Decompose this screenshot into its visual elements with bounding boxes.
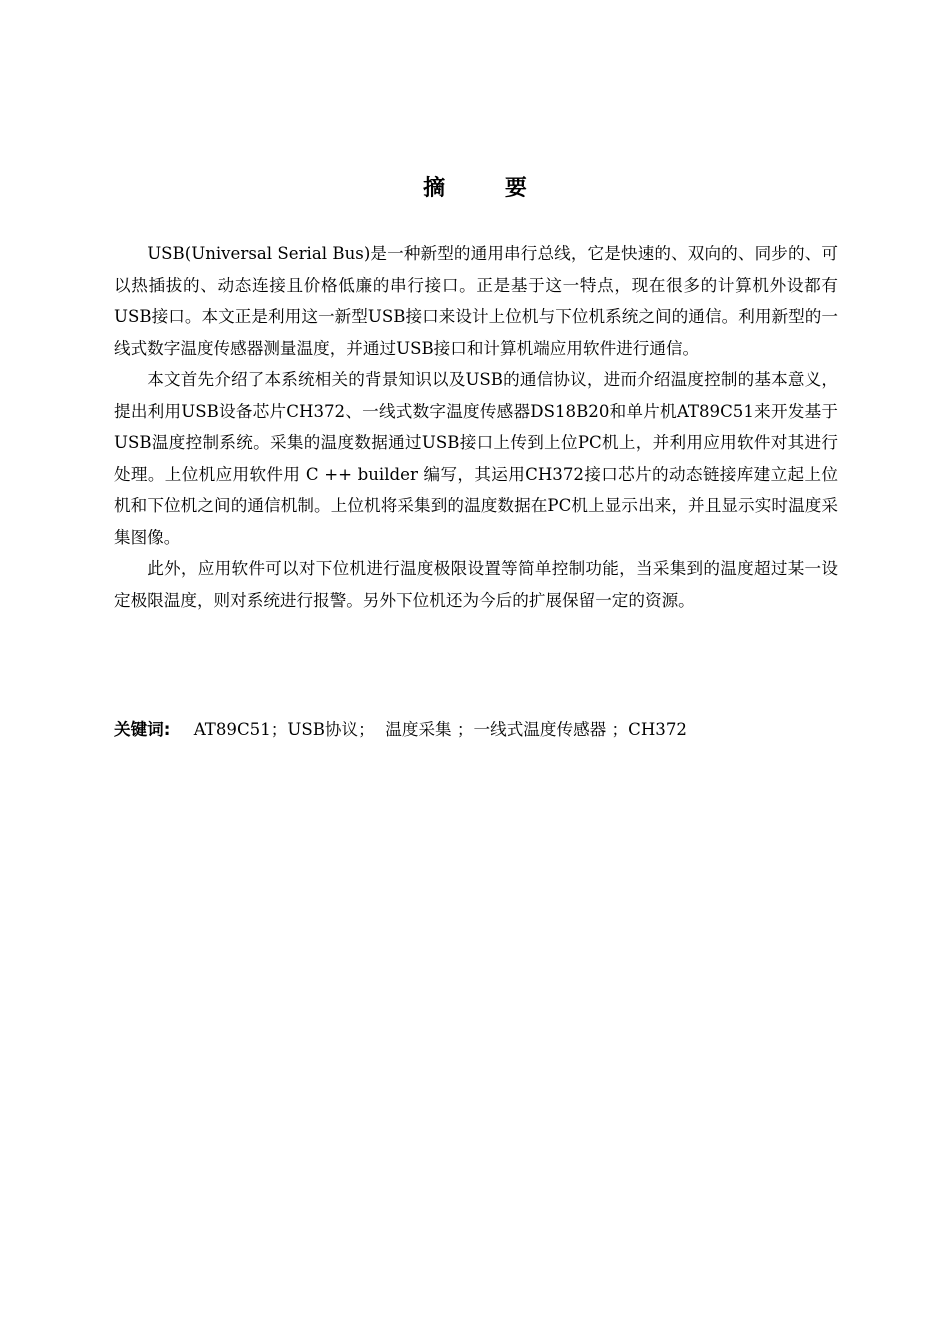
keyword-separator: ； xyxy=(451,720,474,739)
keyword-item: 温度采集 xyxy=(385,720,452,739)
abstract-paragraph-3: 此外，应用软件可以对下位机进行温度极限设置等简单控制功能，当采集到的温度超过某一设定极限温度，则对系统进行报警。另外下位机还为今后的扩展保留一定的资源。 xyxy=(114,559,838,610)
keywords-label: 关键词: xyxy=(114,720,171,739)
keyword-separator: ； xyxy=(270,720,288,739)
keywords-line xyxy=(114,714,838,746)
abstract-body xyxy=(114,238,838,616)
keyword-item: CH372 xyxy=(628,720,687,739)
keyword-separator: ； xyxy=(358,720,386,739)
keywords-list xyxy=(194,720,687,739)
keyword-item: USB协议 xyxy=(287,720,359,739)
abstract-paragraph-1: USB(Universal Serial Bus)是一种新型的通用串行总线，它是快速的、双向的、同步的、可以热插拔的、动态连接且价格低廉的串行接口。正是基于这一特点，现在很多的计算机外设都有USB接口。本文正是利用这一新型USB接口来设计上位机与下位机系统之间的通信。利用新型的一线式数字温度传感器测量温度，并通过USB接口和计算机端应用软件进行通信。 xyxy=(114,244,838,358)
abstract-paragraph-2: 本文首先介绍了本系统相关的背景知识以及USB的通信协议，进而介绍温度控制的基本意义，提出利用USB设备芯片CH372、一线式数字温度传感器DS18B20和单片机AT89C51来开发基于USB温度控制系统。采集的温度数据通过USB接口上传到上位PC机上，并利用应用软件对其进行处理。上位机应用软件用 C ++ builder 编写，其运用CH372接口芯片的动态链接库建立起上位机和下位机之间的通信机制。上位机将采集到的温度数据在PC机上显示出来，并且显示实时温度采集图像。 xyxy=(114,370,838,547)
keyword-separator: ； xyxy=(606,720,629,739)
keyword-item: 一线式温度传感器 xyxy=(473,720,607,739)
abstract-title: 摘 要 xyxy=(423,176,553,201)
keyword-item: AT89C51 xyxy=(193,720,271,739)
